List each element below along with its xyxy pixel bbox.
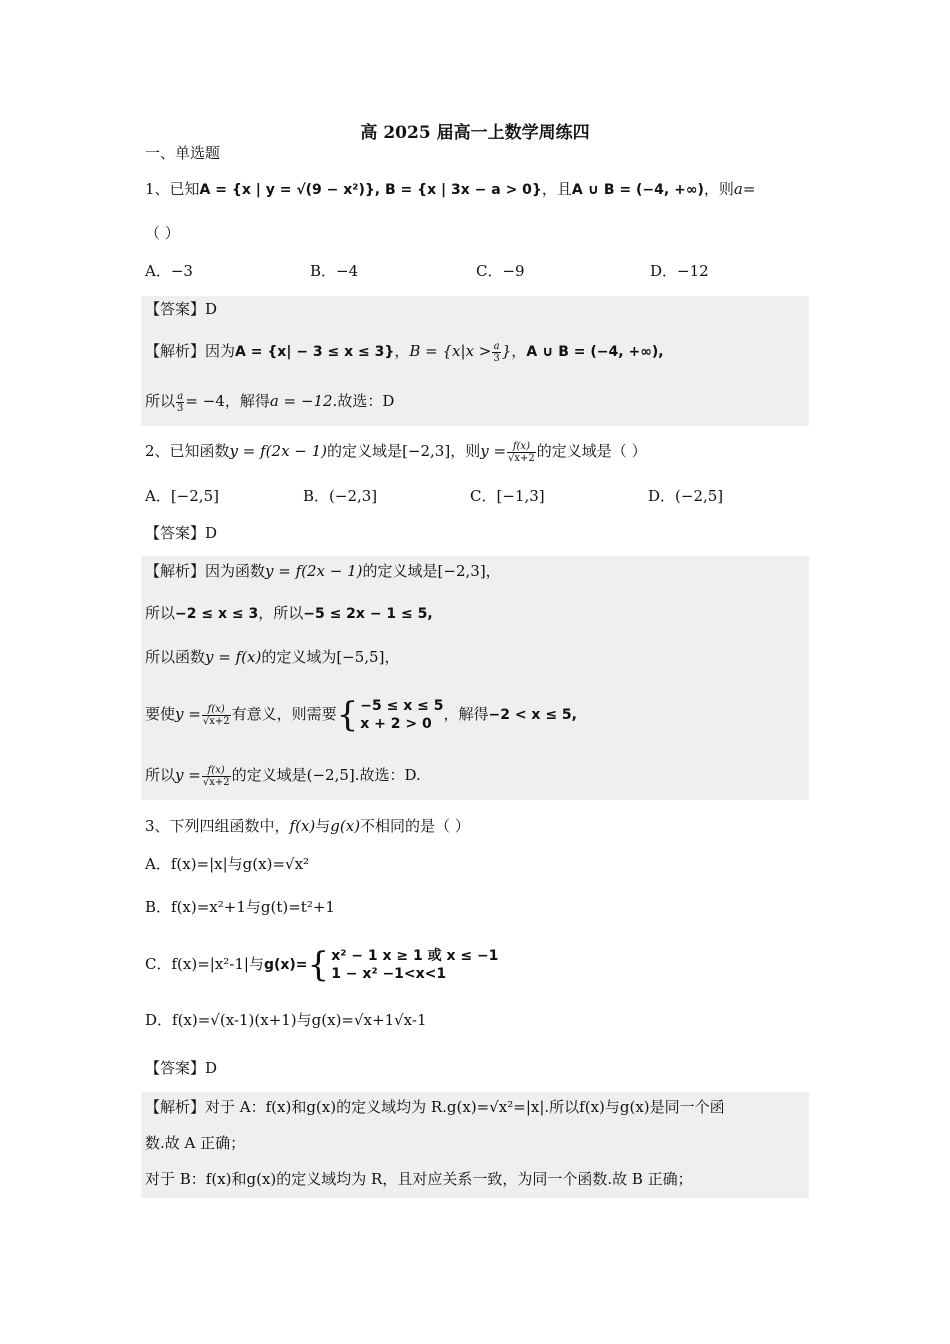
q2-option-d: D．(−2,5] [648, 487, 724, 505]
q1-option-b: B．−4 [310, 262, 359, 280]
q3-stem: 3、下列四组函数中，f(x)与g(x)不相同的是（ ） [145, 817, 470, 835]
page-title: 高 2025 届高一上数学周练四 [360, 123, 590, 143]
q1-blank: （ ） [145, 224, 180, 242]
q3-analysis-line3: 对于 B：f(x)和g(x)的定义域均为 R，且对应关系一致，为同一个函数.故 B 正确； [145, 1170, 693, 1188]
q3-option-d: D．f(x)=√(x-1)(x+1)与g(x)=√x+1√x-1 [145, 1011, 427, 1029]
q3-option-b: B．f(x)=x²+1与g(t)=t²+1 [145, 898, 335, 916]
q1-stem: 1、已知A = {x | y = √(9 − x²)}, B = {x | 3x − a > 0}，且A ∪ B = (−4, +∞)，则a= [145, 180, 756, 198]
q3-analysis-line1: 【解析】对于 A：f(x)和g(x)的定义域均为 R.g(x)=√x²=|x|.所以f(x)与g(x)是同一个函 [145, 1098, 725, 1116]
q1-option-d: D．−12 [650, 262, 709, 280]
q1-option-a: A．−3 [145, 262, 193, 280]
q1-analysis-line2: 所以 $\frac{a}{3}$ = −4，解得a = −12.故选：D [145, 390, 395, 414]
q3-option-c: C．f(x)=|x²-1|与g(x)= { x² − 1 x ≥ 1 或 x ≤ −1 1 − x² −1<x<1 [145, 945, 499, 985]
q3-option-a: A．f(x)=|x|与g(x)=√x² [145, 855, 310, 873]
fraction: $\frac{a}{3}$ [493, 340, 500, 364]
q2-option-c: C．[−1,3] [470, 487, 545, 505]
q1-option-c: C．−9 [476, 262, 525, 280]
q2-option-b: B．(−2,3] [303, 487, 378, 505]
inequality-system: { −5 ≤ x ≤ 5 x + 2 > 0 [336, 695, 444, 735]
q2-answer: 【答案】D [145, 524, 218, 542]
fraction: $\frac{a}{3}$ [177, 390, 184, 414]
q1-answer: 【答案】D [145, 300, 218, 318]
q2-analysis-line1: 【解析】因为函数y = f(2x − 1)的定义域是[−2,3]， [145, 562, 501, 580]
q3-analysis-line2: 数.故 A 正确； [145, 1134, 246, 1152]
piecewise-definition: { x² − 1 x ≥ 1 或 x ≤ −1 1 − x² −1<x<1 [307, 945, 499, 985]
section-heading: 一、单选题 [145, 144, 221, 162]
q3-answer: 【答案】D [145, 1059, 218, 1077]
q2-analysis-line3: 所以函数y = f(x)的定义域为[−5,5]， [145, 648, 400, 666]
fraction: $\frac{f(x)}{√x+2}$ [202, 764, 230, 788]
q2-option-a: A．[−2,5] [145, 487, 219, 505]
q2-analysis-line4: 要使y = $\frac{f(x)}{√x+2}$ 有意义，则需要 { −5 ≤ x ≤ 5 x + 2 > 0 ，解得−2 < x ≤ 5, [145, 695, 577, 735]
fraction: $\frac{f(x)}{√x+2}$ [202, 703, 230, 727]
q2-stem: 2、已知函数y = f(2x − 1)的定义域是[−2,3]，则y = $\frac{f(x)}{√x+2}$ 的定义域是（ ） [145, 440, 647, 464]
q1-analysis-line1: 【解析】因为A = {x| − 3 ≤ x ≤ 3}，B = {x|x > $\frac{a}{3}$ }，A ∪ B = (−4, +∞), [145, 340, 664, 364]
q2-analysis-line2: 所以−2 ≤ x ≤ 3，所以−5 ≤ 2x − 1 ≤ 5, [145, 604, 433, 622]
fraction: $\frac{f(x)}{√x+2}$ [508, 440, 535, 464]
q2-analysis-line5: 所以y = $\frac{f(x)}{√x+2}$ 的定义域是(−2,5].故选：D. [145, 764, 421, 788]
